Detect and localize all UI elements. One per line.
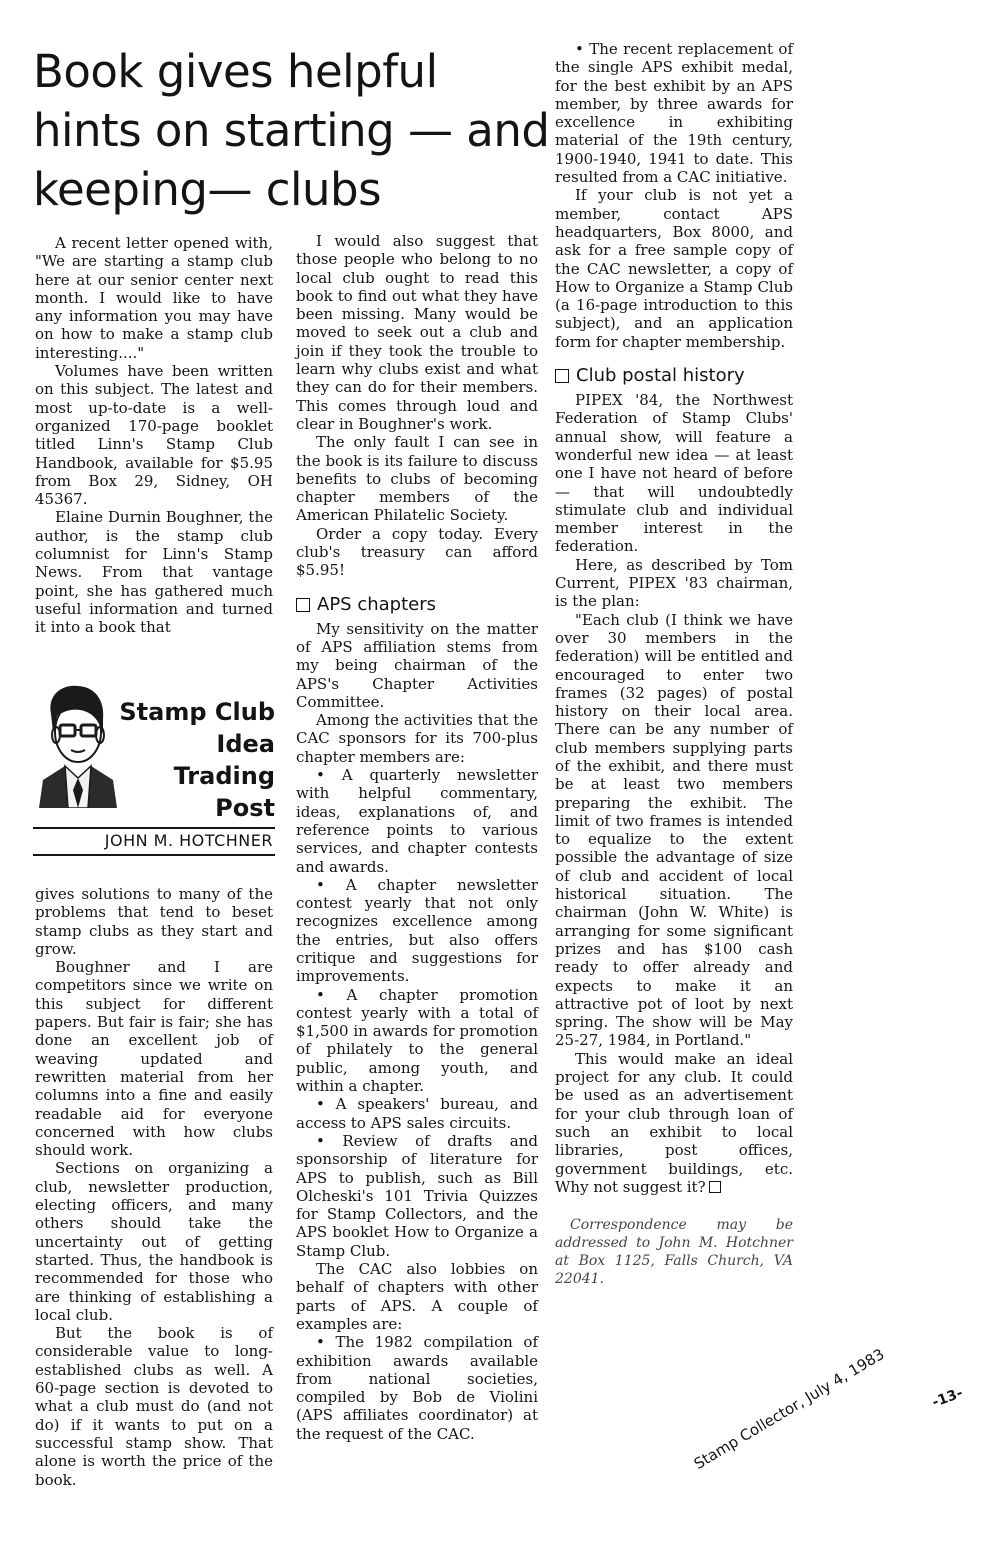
- logo-line: Stamp Club: [119, 698, 275, 726]
- paragraph: • A chapter promotion contest yearly with a total of $1,500 in awards for promotion of philately to the general public, among youth, and within a chapter.: [296, 985, 538, 1096]
- logo-line: Post: [215, 794, 275, 822]
- paragraph: PIPEX '84, the Northwest Federation of Stamp Clubs' annual show, will feature a wonderful new idea — at least one I have not heard of before — that will undoubtedly stimulate club and individual member interest in the federation.: [555, 391, 793, 556]
- column-a-top: [35, 234, 273, 637]
- author-portrait: [33, 680, 119, 808]
- paragraph: • A chapter newsletter contest yearly that not only recognizes excellence among the entries, but also offers critique and suggestions for improvements.: [296, 875, 538, 986]
- paragraph: • A quarterly newsletter with helpful commentary, ideas, explanations of, and reference points to various services, and chapter contests and awards.: [296, 766, 538, 876]
- paragraph: A recent letter opened with, "We are starting a stamp club here at our senior center next month. I would like to have any information you may have on how to make a stamp club interesting....": [35, 234, 273, 362]
- closing-text: This would make an ideal project for any club. It could be used as an advertisement for your club through loan of such an exhibit to local libraries, post offices, government buildings, etc. Why not suggest it?: [555, 1049, 793, 1196]
- paragraph: The only fault I can see in the book is its failure to discuss benefits to clubs of becoming chapter members of the American Philatelic Society.: [296, 433, 538, 525]
- headline: Book gives helpful hints on starting — and keeping— clubs: [33, 45, 550, 216]
- paragraph: Volumes have been written on this subject. The latest and most up-to-date is a well-organized 170-page booklet titled Linn's Stamp Club Handbook, available for $5.95 from Box 29, Sidney, OH 45367.: [35, 362, 273, 509]
- paragraph: Sections on organizing a club, newsletter production, electing officers, and many others should take the uncertainty out of getting started. Thus, the handbook is recommended for those who are thinking of establishing a local club.: [35, 1159, 273, 1324]
- paragraph: Elaine Durnin Boughner, the author, is the stamp club columnist for Linn's Stamp News. From that vantage point, she has gathered much useful information and turned it into a book that: [35, 508, 273, 637]
- paragraph: My sensitivity on the matter of APS affiliation stems from my being chairman of the APS's Chapter Activities Committee.: [296, 619, 538, 711]
- paragraph: • The recent replacement of the single APS exhibit medal, for the best exhibit by an APS member, by three awards for excellence in exhibiting material of the 19th century, 1900-1940, 1941 to date. This resulted from a CAC initiative.: [555, 40, 793, 187]
- column-a-bottom: [35, 885, 273, 1489]
- paragraph: • Review of drafts and sponsorship of literature for APS to publish, such as Bill Olcheski's 101 Trivia Quizzes for Stamp Collectors, and the APS booklet How to Organize a Stamp Club.: [296, 1131, 538, 1260]
- paragraph: Order a copy today. Every club's treasury can afford $5.95!: [296, 524, 538, 580]
- page-number: -13-: [930, 1385, 965, 1411]
- logo-title: [119, 696, 275, 824]
- paragraph: Boughner and I are competitors since we write on this subject for different papers. But fair is fair; she has done an excellent job of weaving updated and rewritten material from her columns into a fine and easily readable aid for everyone concerned with how clubs should work.: [35, 958, 273, 1160]
- checkbox-square-icon: [296, 598, 310, 612]
- paragraph: Here, as described by Tom Current, PIPEX '83 chairman, is the plan:: [555, 555, 793, 611]
- end-mark-icon: [709, 1181, 721, 1193]
- correspondence-note: Correspondence may be addressed to John M. Hotchner at Box 1125, Falls Church, VA 22041.: [555, 1217, 793, 1288]
- paragraph: The CAC also lobbies on behalf of chapters with other parts of APS. A couple of examples are:: [296, 1260, 538, 1333]
- paragraph: • A speakers' bureau, and access to APS sales circuits.: [296, 1095, 538, 1132]
- column-c: [555, 40, 793, 1288]
- column-logo: [33, 670, 275, 880]
- paragraph: gives solutions to many of the problems that tend to beset stamp clubs as they start and grow.: [35, 885, 273, 958]
- logo-line: Trading: [173, 762, 275, 790]
- paragraph: If your club is not yet a member, contact APS headquarters, Box 8000, and ask for a free sample copy of the CAC newsletter, a copy of How to Organize a Stamp Club (a 16-page introduction to this subject), and an application form for chapter membership.: [555, 186, 793, 351]
- logo-line: Idea: [216, 730, 275, 758]
- paragraph: • The 1982 compilation of exhibition awards available from national societies, compiled by Bob de Violini (APS affiliates coordinator) at the request of the CAC.: [296, 1333, 538, 1443]
- subhead-club-postal-history: [555, 365, 793, 387]
- paragraph-closing: [555, 1050, 793, 1196]
- checkbox-square-icon: [555, 369, 569, 383]
- subhead-label: APS chapters: [317, 593, 436, 615]
- logo-rule-bottom: [33, 854, 275, 856]
- logo-rule-top: [33, 827, 275, 829]
- paragraph: "Each club (I think we have over 30 members in the federation) will be entitled and encouraged to enter two frames (32 pages) of postal history on their local area. There can be any number of club members supplying parts of the exhibit, and there must be at least two members preparing the exhibit. The limit of two frames is intended to equalize to the extent possible the advantage of size of club and accident of local historical situation. The chairman (John W. White) is arranging for some significant prizes and has $100 cash ready to offer already and expects to make it an attractive pot of loot by next spring. The show will be May 25-27, 1984, in Portland.": [555, 610, 793, 1050]
- subhead-aps-chapters: [296, 594, 538, 616]
- source-caption: Stamp Collector, July 4, 1983: [690, 1344, 888, 1473]
- paragraph: But the book is of considerable value to long-established clubs as well. A 60-page section is devoted to what a club must do (and not do) if it wants to put on a successful stamp show. That alone is worth the price of the book.: [35, 1324, 273, 1489]
- paragraph: Among the activities that the CAC sponsors for its 700-plus chapter members are:: [296, 711, 538, 766]
- author-byline: JOHN M. HOTCHNER: [104, 831, 273, 850]
- column-b: [296, 232, 538, 1443]
- subhead-label: Club postal history: [576, 365, 745, 387]
- paragraph: I would also suggest that those people who belong to no local club ought to read this book to find out what they have been missing. Many would be moved to seek out a club and join if they took the trouble to learn why clubs exist and what they can do for their members. This comes through loud and clear in Boughner's work.: [296, 232, 538, 433]
